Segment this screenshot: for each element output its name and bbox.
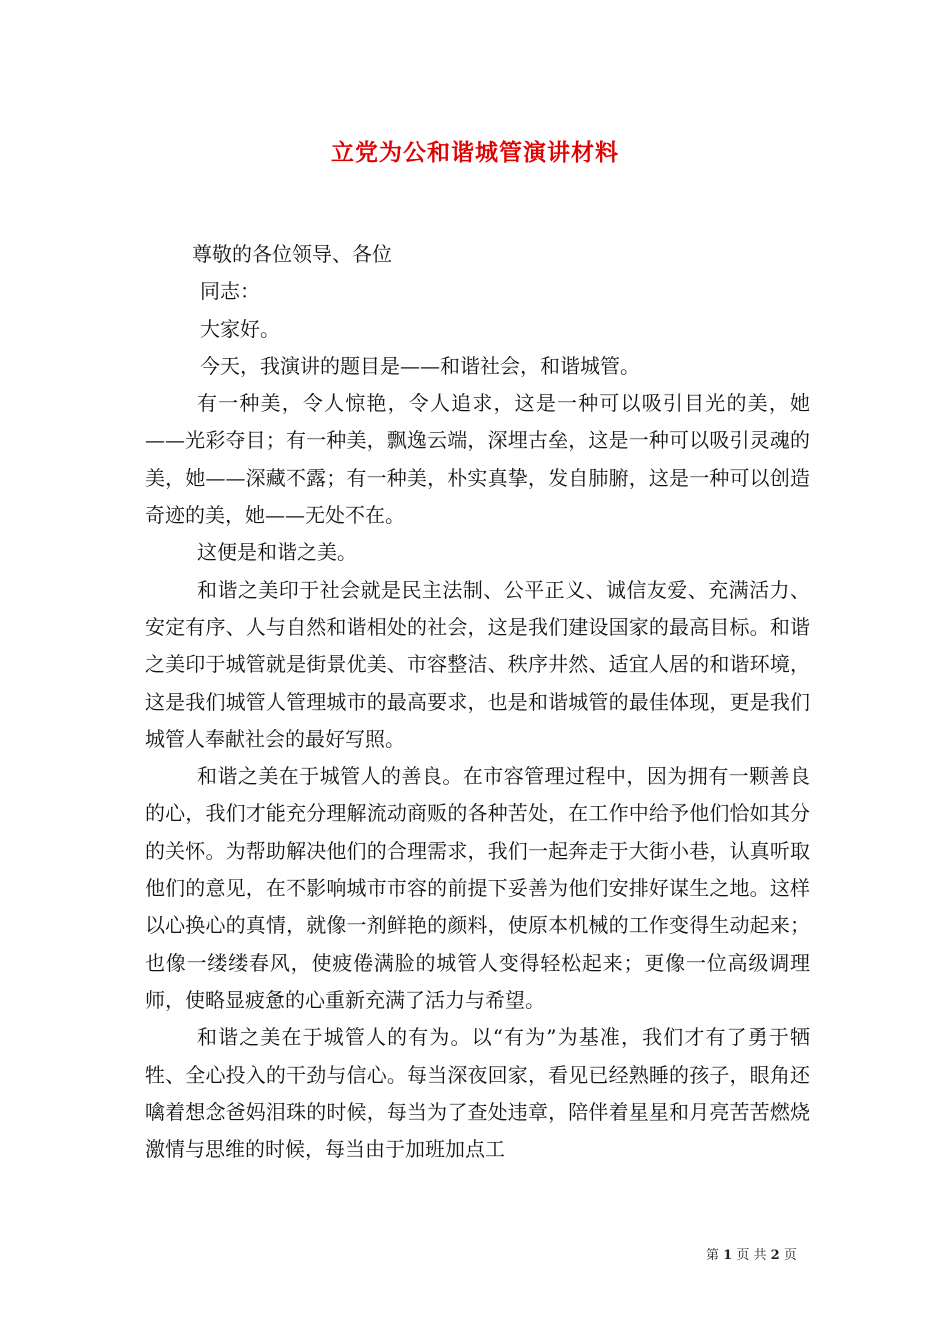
paragraph-body: 和谐之美在于城管人的有为。以“有为”为基准，我们才有了勇于牺牲、全心投入的干劲与信心。每当深夜回家，看见已经熟睡的孩子，眼角还噙着想念爸妈泪珠的时候，每当为了查处违章，陪伴着星星和月亮苦苦燃烧激情与思维的时候，每当由于加班加点工 xyxy=(145,1025,810,1162)
paragraph-body: 和谐之美在于城管人的善良。在市容管理过程中，因为拥有一颗善良的心，我们才能充分理解流动商贩的各种苦处，在工作中给予他们恰如其分的关怀。为帮助解决他们的合理需求，我们一起奔走于大街小巷，认真听取他们的意见，在不影响城市市容的前提下妥善为他们安排好谋生之地。这样以心换心的真情，就像一剂鲜艳的颜料，使原本机械的工作变得生动起来；也像一缕缕春风，使疲倦满脸的城管人变得轻松起来；更像一位高级调理师，使略显疲惫的心重新充满了活力与希望。 xyxy=(145,764,810,1012)
paragraph-topic: 今天，我演讲的题目是——和谐社会，和谐城管。 xyxy=(200,353,640,378)
page-number-footer xyxy=(706,1244,797,1263)
paragraph-greeting: 大家好。 xyxy=(200,316,280,341)
paragraph-body: 和谐之美印于社会就是民主法制、公平正义、诚信友爱、充满活力、安定有序、人与自然和谐相处的社会，这是我们建设国家的最高目标。和谐之美印于城管就是街景优美、市容整洁、秩序井然、适宜人居的和谐环境，这是我们城管人管理城市的最高要求，也是和谐城管的最佳体现，更是我们城管人奉献社会的最好写照。 xyxy=(145,577,810,751)
paragraph-body: 这便是和谐之美。 xyxy=(197,540,357,565)
document-body xyxy=(145,236,810,1168)
footer-suffix: 页 xyxy=(783,1248,797,1263)
footer-middle: 页 共 xyxy=(736,1248,767,1263)
paragraph-body: 有一种美，令人惊艳，令人追求，这是一种可以吸引目光的美，她——光彩夺目；有一种美，飘逸云端，深埋古垒，这是一种可以吸引灵魂的美，她——深藏不露；有一种美，朴实真挚，发自肺腑，这是一种可以创造奇迹的美，她——无处不在。 xyxy=(145,391,810,528)
footer-total-pages: 2 xyxy=(770,1248,780,1263)
paragraph-salutation: 尊敬的各位领导、各位 xyxy=(192,242,392,266)
footer-prefix: 第 xyxy=(706,1248,720,1263)
document-title: 立党为公和谐城管演讲材料 xyxy=(331,139,619,166)
footer-current-page: 1 xyxy=(723,1248,733,1263)
paragraph-comrades: 同志： xyxy=(200,279,260,304)
